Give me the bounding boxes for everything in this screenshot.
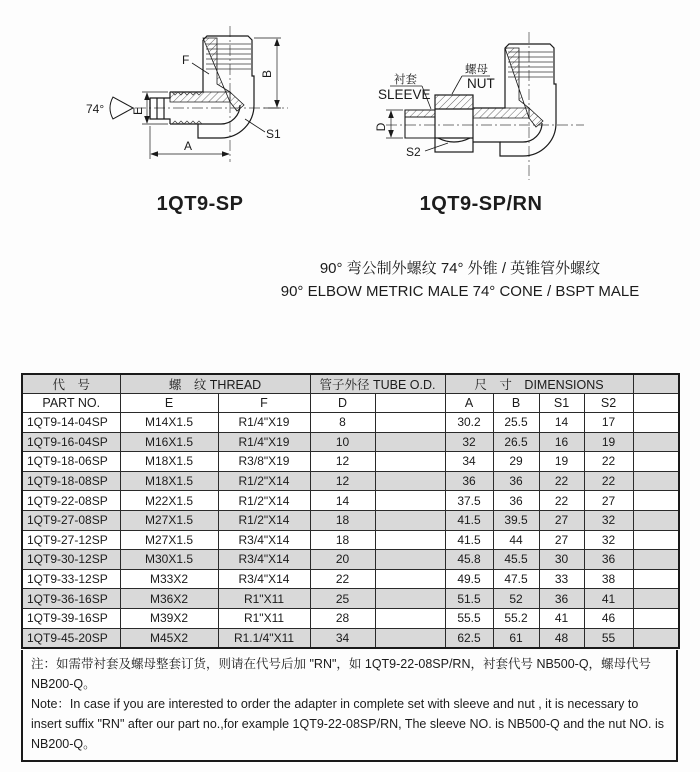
dim-a-label: A bbox=[183, 139, 193, 153]
value-cell: M18X1.5 bbox=[120, 471, 218, 491]
value-cell bbox=[375, 589, 445, 609]
value-cell: 12 bbox=[310, 452, 375, 472]
value-cell bbox=[633, 530, 679, 550]
value-cell: 55.5 bbox=[445, 608, 493, 628]
value-cell: R1/2"X14 bbox=[218, 491, 310, 511]
value-cell: 36 bbox=[539, 589, 584, 609]
value-cell: M39X2 bbox=[120, 608, 218, 628]
value-cell: 19 bbox=[539, 452, 584, 472]
value-cell: 18 bbox=[310, 530, 375, 550]
value-cell: 17 bbox=[584, 413, 633, 433]
value-cell: R1"X11 bbox=[218, 589, 310, 609]
value-cell: M36X2 bbox=[120, 589, 218, 609]
value-cell: 44 bbox=[493, 530, 539, 550]
value-cell: 10 bbox=[310, 432, 375, 452]
part-no-cell: 1QT9-16-04SP bbox=[22, 432, 120, 452]
value-cell bbox=[633, 432, 679, 452]
value-cell bbox=[633, 628, 679, 648]
value-cell bbox=[633, 491, 679, 511]
value-cell: R3/8"X19 bbox=[218, 452, 310, 472]
value-cell: 14 bbox=[539, 413, 584, 433]
leader-s2 bbox=[425, 143, 448, 151]
value-cell: R1"X11 bbox=[218, 608, 310, 628]
value-cell: 29 bbox=[493, 452, 539, 472]
value-cell: 27 bbox=[539, 530, 584, 550]
value-cell: 22 bbox=[310, 569, 375, 589]
value-cell: 52 bbox=[493, 589, 539, 609]
value-cell: 14 bbox=[310, 491, 375, 511]
value-cell: R3/4"X14 bbox=[218, 530, 310, 550]
column-header-cell bbox=[375, 394, 445, 413]
value-cell: 28 bbox=[310, 608, 375, 628]
note-zh: 注：如需带衬套及螺母整套订货，则请在代号后加 "RN"，如 1QT9-22-08SP/RN，衬套代号 NB500-Q，螺母代号 NB200-Q。 bbox=[31, 657, 652, 691]
value-cell: 47.5 bbox=[493, 569, 539, 589]
value-cell: R1/4"X19 bbox=[218, 432, 310, 452]
part-no-cell: 1QT9-36-16SP bbox=[22, 589, 120, 609]
group-header-cell bbox=[633, 374, 679, 394]
label-f: F bbox=[182, 53, 190, 67]
value-cell: R3/4"X14 bbox=[218, 550, 310, 570]
dim-d-label: D bbox=[374, 122, 388, 132]
value-cell: M30X1.5 bbox=[120, 550, 218, 570]
value-cell: 36 bbox=[493, 471, 539, 491]
value-cell: 22 bbox=[539, 491, 584, 511]
group-header-cell: 代 号 bbox=[22, 374, 120, 394]
table-row bbox=[22, 471, 679, 491]
column-header-cell: PART NO. bbox=[22, 394, 120, 413]
value-cell: 22 bbox=[539, 471, 584, 491]
value-cell: R1/2"X14 bbox=[218, 510, 310, 530]
value-cell bbox=[633, 569, 679, 589]
column-header-cell: S2 bbox=[584, 394, 633, 413]
part-no-cell: 1QT9-22-08SP bbox=[22, 491, 120, 511]
table-row bbox=[22, 491, 679, 511]
value-cell: 39.5 bbox=[493, 510, 539, 530]
part-no-cell: 1QT9-14-04SP bbox=[22, 413, 120, 433]
part-no-cell: 1QT9-18-08SP bbox=[22, 471, 120, 491]
dim-b-label: B bbox=[260, 69, 274, 79]
value-cell: 27 bbox=[584, 491, 633, 511]
value-cell: 45.5 bbox=[493, 550, 539, 570]
column-header-cell: E bbox=[120, 394, 218, 413]
value-cell: 30 bbox=[539, 550, 584, 570]
value-cell bbox=[375, 530, 445, 550]
table-row bbox=[22, 628, 679, 648]
label-s1: S1 bbox=[266, 127, 281, 141]
value-cell: R1.1/4"X11 bbox=[218, 628, 310, 648]
value-cell: M18X1.5 bbox=[120, 452, 218, 472]
leader-s1 bbox=[245, 119, 265, 132]
column-header-cell: B bbox=[493, 394, 539, 413]
product-title-en: 90° ELBOW METRIC MALE 74° CONE / BSPT MALE bbox=[280, 283, 640, 300]
group-header-cell: 螺 纹 THREAD bbox=[120, 374, 310, 394]
value-cell: 48 bbox=[539, 628, 584, 648]
column-header-cell: F bbox=[218, 394, 310, 413]
column-header-cell: S1 bbox=[539, 394, 584, 413]
leader-f bbox=[192, 63, 209, 74]
value-cell: 16 bbox=[539, 432, 584, 452]
table-row bbox=[22, 550, 679, 570]
value-cell bbox=[375, 628, 445, 648]
value-cell bbox=[633, 608, 679, 628]
product-title-zh: 90° 弯公制外螺纹 74° 外锥 / 英锥管外螺纹 bbox=[319, 260, 601, 277]
value-cell: 26.5 bbox=[493, 432, 539, 452]
value-cell bbox=[633, 452, 679, 472]
value-cell: 36 bbox=[493, 491, 539, 511]
value-cell: 22 bbox=[584, 471, 633, 491]
value-cell bbox=[633, 550, 679, 570]
value-cell: M16X1.5 bbox=[120, 432, 218, 452]
value-cell: 20 bbox=[310, 550, 375, 570]
table-group-header-row bbox=[22, 374, 679, 394]
value-cell: 8 bbox=[310, 413, 375, 433]
elbow-outline bbox=[150, 36, 254, 138]
part-no-cell: 1QT9-39-16SP bbox=[22, 608, 120, 628]
group-header-cell: 尺 寸 DIMENSIONS bbox=[445, 374, 633, 394]
value-cell: 30.2 bbox=[445, 413, 493, 433]
value-cell: R1/4"X19 bbox=[218, 413, 310, 433]
value-cell bbox=[633, 589, 679, 609]
nut-leader bbox=[452, 76, 462, 94]
value-cell: 37.5 bbox=[445, 491, 493, 511]
figure-caption-left: 1QT9-SP bbox=[156, 193, 244, 215]
value-cell: 49.5 bbox=[445, 569, 493, 589]
note-en: Note：In case if you are interested to order the adapter in complete set with sleeve and nut , it is necessary to insert suffix "RN" after our part no.,for example 1QT9-22-08SP/RN, The sleeve NO. is NB500-Q and the nut NO. is NB200-Q。 bbox=[31, 697, 664, 751]
value-cell: M27X1.5 bbox=[120, 530, 218, 550]
value-cell: 34 bbox=[310, 628, 375, 648]
value-cell: 33 bbox=[539, 569, 584, 589]
value-cell: 36 bbox=[584, 550, 633, 570]
value-cell bbox=[375, 452, 445, 472]
table-row bbox=[22, 589, 679, 609]
part-no-cell: 1QT9-33-12SP bbox=[22, 569, 120, 589]
value-cell bbox=[633, 413, 679, 433]
value-cell: 12 bbox=[310, 471, 375, 491]
value-cell: 32 bbox=[584, 530, 633, 550]
value-cell: M22X1.5 bbox=[120, 491, 218, 511]
value-cell: 18 bbox=[310, 510, 375, 530]
value-cell: 55 bbox=[584, 628, 633, 648]
value-cell: 61 bbox=[493, 628, 539, 648]
sleeve-label-zh: 衬套 bbox=[394, 74, 417, 86]
value-cell: M27X1.5 bbox=[120, 510, 218, 530]
value-cell bbox=[375, 510, 445, 530]
dim-d bbox=[386, 110, 403, 138]
value-cell: 36 bbox=[445, 471, 493, 491]
value-cell: 25.5 bbox=[493, 413, 539, 433]
value-cell: 41 bbox=[584, 589, 633, 609]
nut-label-zh: 螺母 bbox=[465, 64, 488, 76]
part-no-cell: 1QT9-30-12SP bbox=[22, 550, 120, 570]
table-row bbox=[22, 608, 679, 628]
value-cell: 32 bbox=[584, 510, 633, 530]
value-cell: M33X2 bbox=[120, 569, 218, 589]
value-cell: 22 bbox=[584, 452, 633, 472]
value-cell bbox=[375, 491, 445, 511]
column-header-cell bbox=[633, 394, 679, 413]
value-cell: 19 bbox=[584, 432, 633, 452]
angle-label: 74° bbox=[86, 102, 105, 116]
spec-table bbox=[21, 373, 680, 649]
column-header-cell: A bbox=[445, 394, 493, 413]
value-cell: 32 bbox=[445, 432, 493, 452]
value-cell: 41 bbox=[539, 608, 584, 628]
nut-label-en: NUT bbox=[467, 76, 495, 91]
value-cell bbox=[375, 550, 445, 570]
table-row bbox=[22, 530, 679, 550]
value-cell: 55.2 bbox=[493, 608, 539, 628]
value-cell: 38 bbox=[584, 569, 633, 589]
spec-table-body bbox=[22, 413, 679, 648]
value-cell: 41.5 bbox=[445, 530, 493, 550]
product-title bbox=[235, 257, 685, 303]
table-row bbox=[22, 432, 679, 452]
figure-caption-right: 1QT9-SP/RN bbox=[419, 193, 543, 215]
technical-drawing-elbow bbox=[80, 18, 320, 180]
value-cell bbox=[375, 432, 445, 452]
part-no-cell: 1QT9-45-20SP bbox=[22, 628, 120, 648]
part-no-cell: 1QT9-27-12SP bbox=[22, 530, 120, 550]
value-cell bbox=[633, 510, 679, 530]
value-cell bbox=[375, 471, 445, 491]
value-cell: 34 bbox=[445, 452, 493, 472]
group-header-cell: 管子外径 TUBE O.D. bbox=[310, 374, 445, 394]
value-cell: 25 bbox=[310, 589, 375, 609]
value-cell: 27 bbox=[539, 510, 584, 530]
part-no-cell: 1QT9-27-08SP bbox=[22, 510, 120, 530]
part-no-cell: 1QT9-18-06SP bbox=[22, 452, 120, 472]
value-cell bbox=[375, 608, 445, 628]
value-cell: M14X1.5 bbox=[120, 413, 218, 433]
table-row bbox=[22, 569, 679, 589]
value-cell: R3/4"X14 bbox=[218, 569, 310, 589]
value-cell: 41.5 bbox=[445, 510, 493, 530]
table-column-header-row bbox=[22, 394, 679, 413]
value-cell bbox=[375, 569, 445, 589]
value-cell: 51.5 bbox=[445, 589, 493, 609]
notes-box bbox=[21, 650, 678, 762]
value-cell bbox=[375, 413, 445, 433]
cone-angle-symbol bbox=[110, 97, 133, 119]
value-cell: 45.8 bbox=[445, 550, 493, 570]
table-row bbox=[22, 510, 679, 530]
value-cell: M45X2 bbox=[120, 628, 218, 648]
value-cell: 62.5 bbox=[445, 628, 493, 648]
sleeve-label-en: SLEEVE bbox=[378, 87, 431, 102]
column-header-cell: D bbox=[310, 394, 375, 413]
value-cell bbox=[633, 471, 679, 491]
label-s2: S2 bbox=[406, 145, 421, 159]
table-row bbox=[22, 452, 679, 472]
value-cell: 46 bbox=[584, 608, 633, 628]
table-row bbox=[22, 413, 679, 433]
value-cell: R1/2"X14 bbox=[218, 471, 310, 491]
technical-drawing-elbow-with-nut bbox=[372, 20, 618, 188]
dim-e-label: E bbox=[131, 106, 145, 116]
